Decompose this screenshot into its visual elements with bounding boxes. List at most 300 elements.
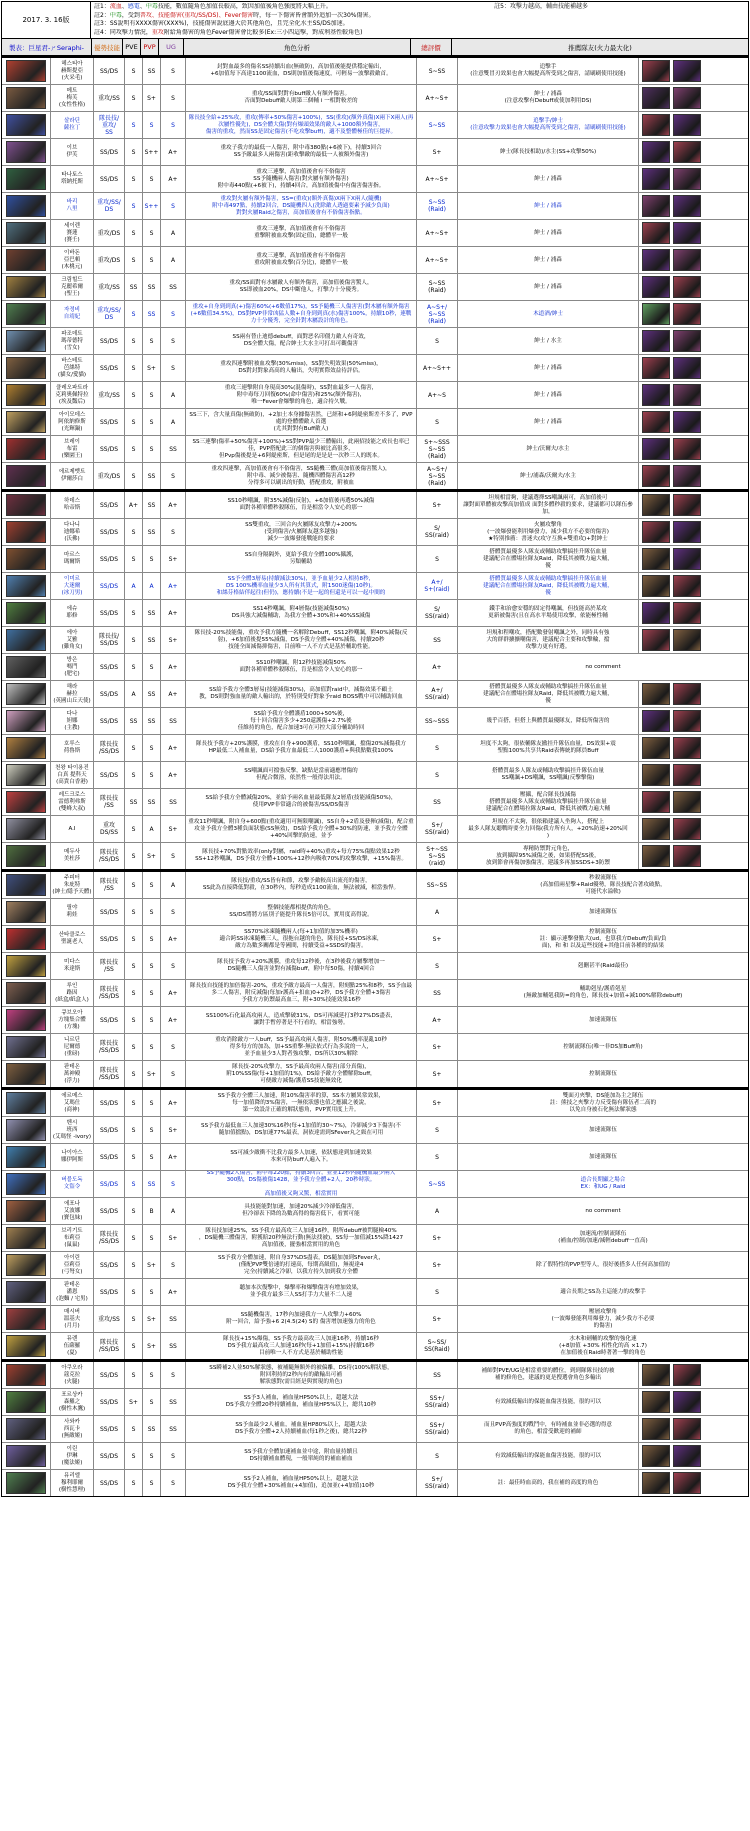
character-name: 미다스 米達斯 <box>51 953 94 979</box>
table-row[interactable] <box>2 926 748 953</box>
character-analysis: 封對血最多的傷名SS持續出血(無破防)，高加值後能提供穩定輸出， +6加值每下高達1100流血，DS則加值後傷速度，可輕易一波擊殺敵首。 <box>186 58 417 84</box>
note-segment: 感電 <box>127 3 140 10</box>
character-analysis: SS隨機傷害，17秒內加速我方一人攻擊力+60% 附一回合，給予強+6 2(4.5(24) S的 傷害增加速強力的角色 <box>186 1306 417 1332</box>
portrait-cell <box>2 573 51 599</box>
pve-rating: S <box>125 980 143 1006</box>
recommended-team: 紳士 / 浦森 <box>458 166 639 192</box>
strong-skill: SS/DS <box>94 139 125 165</box>
portrait-cell <box>2 193 51 219</box>
pve-rating: S <box>125 1416 143 1442</box>
strong-skill: SS/DS <box>94 58 125 84</box>
total-rating: SS <box>417 789 458 815</box>
table-row[interactable] <box>2 328 748 355</box>
portrait-cell <box>2 139 51 165</box>
pve-rating: S <box>125 1144 143 1170</box>
character-portrait <box>6 1092 46 1114</box>
pve-rating: S <box>125 872 143 898</box>
character-analysis: SS予血最少2人補血，補血量HP80%以上，超越大法 DS予我方全體+2人持續補血(每1秒之後)，總共22秒 <box>186 1416 417 1442</box>
recommended-team: 加速流隊伍 <box>589 1016 617 1023</box>
ug-rating: S <box>161 112 186 138</box>
character-portrait <box>6 901 46 923</box>
character-name: 에슈 耶修 <box>51 600 94 626</box>
table-row[interactable] <box>2 112 748 139</box>
pvp-rating: S+ <box>143 843 161 869</box>
character-group <box>1 1088 749 1360</box>
ug-rating: S <box>161 463 186 489</box>
total-rating: S~SS (Raid) <box>417 274 458 300</box>
pvp-rating: SS <box>143 463 161 489</box>
character-name: 타나토스 塔納托斯 <box>51 166 94 192</box>
character-name: 파조데트 瑪蒂德特 (雪女) <box>51 328 94 354</box>
character-name: 릴야 莉娃 <box>51 899 94 925</box>
strong-skill: SS/DS <box>94 519 125 545</box>
pve-rating: S <box>125 600 143 626</box>
ug-rating: A+ <box>161 573 186 599</box>
recommended-team: 紳士 / 浦森 <box>458 193 639 219</box>
recommended-portraits <box>639 58 748 84</box>
table-row[interactable] <box>2 1061 748 1087</box>
ug-rating: A+ <box>161 681 186 707</box>
total-rating: A+~S+ <box>417 85 458 111</box>
partner-portrait <box>673 141 701 163</box>
total-rating: S~SS (Raid) <box>417 193 458 219</box>
strong-skill: 隊長技 /SS <box>94 789 125 815</box>
table-row[interactable] <box>2 355 748 382</box>
portrait-cell <box>2 1416 51 1442</box>
total-rating: S+ <box>417 492 458 518</box>
table-row[interactable] <box>2 274 748 301</box>
character-name: 메두사 美杜莎 <box>51 843 94 869</box>
partner-portrait <box>642 330 670 352</box>
character-analysis: 隊長技+70%對點效率(only對屬，raid時+40%)重攻+每方75%傷點效果12秒 SS+12秒嘲諷，DS予我方全體+100%+12秒內吸收70%的攻擊攻擊，+15%傷害。 <box>186 843 417 869</box>
pvp-rating: S <box>143 654 161 680</box>
table-row[interactable] <box>2 899 748 926</box>
pvp-rating: S <box>143 1034 161 1060</box>
strong-skill: SS/DS <box>94 1416 125 1442</box>
note-segment: 中毒 <box>109 11 122 19</box>
ug-rating: A+ <box>161 1279 186 1305</box>
table-row[interactable] <box>2 166 748 193</box>
portrait-cell <box>2 112 51 138</box>
pve-rating: SS <box>125 274 143 300</box>
partner-portrait <box>642 845 670 867</box>
strong-skill: SS/DS <box>94 492 125 518</box>
recommended-portraits <box>639 112 748 138</box>
partner-portrait <box>673 168 701 190</box>
partner-portrait <box>642 438 670 460</box>
pve-rating: S <box>125 355 143 381</box>
portrait-cell <box>2 274 51 300</box>
partner-portrait <box>642 60 670 82</box>
recommended-portraits <box>639 274 748 300</box>
character-analysis: SS予3人補血，補血量HP50%以上，超越大法 DS予我方全體20秒持續補血，補血量HP5%以上，總共10秒 <box>186 1389 417 1415</box>
character-name: 아이린 亞莉亞 (弓弩女) <box>51 1252 94 1278</box>
recommended-team: 紳士/浦森/沃爾夫/水主 <box>458 463 639 489</box>
pvp-rating: SS <box>143 681 161 707</box>
character-analysis: SS予全體3層易(持續減法30%)，並予血量少2人相持8秒， DS 100%機率血量少3人所有其算式，附1500迷傷(10秒)。 和絲芬格結伴起往(但仍)，應持續(不是一起的但還是可以一起中間的 <box>186 573 417 599</box>
character-name: 뮤리엘 穆利耶爾 (樹性慧理) <box>51 1470 94 1496</box>
pve-rating: S <box>125 247 143 273</box>
character-name: 판테온 萬神殿 (浮力) <box>51 1061 94 1087</box>
partner-portrait <box>673 357 701 379</box>
partner-portrait <box>642 114 670 136</box>
character-analysis: SS14秒嘲諷，附4層傷(技能減傷50%) DS具強大減傷輔助，為我方全體+30%和+40%SS減傷 <box>186 600 417 626</box>
character-name: 에포나 艾波娜 (寶包妹) <box>51 1198 94 1224</box>
partner-portrait <box>642 575 670 597</box>
character-name: 버블도독 文盜令 <box>51 1171 94 1197</box>
strong-skill: SS/DS <box>94 654 125 680</box>
pve-rating: S <box>125 654 143 680</box>
total-rating: A+~S <box>417 382 458 408</box>
strong-skill: 重攻/DS <box>94 247 125 273</box>
recommended-portraits <box>639 1416 748 1442</box>
character-analysis: SS給予我方全體3層易(技能減傷30%)，高加值對raid中，減傷效果不顧土 教，DS則對強血量的敵人輸出的，於特別受好對象予raid BOSS戰中可以輔助回血 <box>186 681 417 707</box>
character-analysis: SS70%冰凍隨機兩人(每+1加值的加3%機率) 適合跨SS冰凍隨機三人，很拖台越的角色，隊長技+SS/DS冰凍， 敵方為數多關都是等國間，持續受益+SSDS的傷害。 <box>186 926 417 952</box>
table-row[interactable] <box>2 789 748 816</box>
partner-portrait <box>673 195 701 217</box>
table-row[interactable] <box>2 1144 748 1171</box>
character-analysis: 重攻三連擊，高加值後會有不俗傷害 SS予隨機兩人傷害(對火屬有額外傷害) 附中毒440點(+6被下)，持續4回合，高加值後傷中有傷害傷害指。 <box>186 166 417 192</box>
ug-rating: A <box>161 409 186 435</box>
recommended-team: 坦規相當夠，建議選擇SS嘲諷兩可，高加值後可 讓對面單體被攻擊高加值成 面對多體秒殺的要求，建議都可以隊伍參加， <box>458 492 639 518</box>
ug-rating: S <box>161 843 186 869</box>
table-row[interactable] <box>2 1279 748 1306</box>
partner-portrait <box>642 521 670 543</box>
table-row[interactable] <box>2 1443 748 1470</box>
recommended-team: 水木和劍輔的攻擊的強化速 (+8加值 +30% 相性化的高 ×1.7) 在加值後在Raid時著著一擊的角色 <box>559 1335 647 1356</box>
pvp-rating: SS <box>143 519 161 545</box>
table-row[interactable] <box>2 519 748 546</box>
partner-portrait <box>642 411 670 433</box>
character-analysis: 重攻/SS面對對有buff敵人有額外傷害。 否面對Debuff敵人則第三個輔 i 一相對較差的 <box>186 85 417 111</box>
partner-portrait <box>642 1472 670 1494</box>
strong-skill: 重攻/SS <box>94 274 125 300</box>
character-portrait <box>6 737 46 759</box>
note-segment: 、 <box>139 3 146 10</box>
strong-skill: 重攻/SS <box>94 382 125 408</box>
recommended-team: 壓層攻擊角 (一波爆發能利用爆發力，減少我方不必要 的傷害) <box>551 1308 655 1329</box>
character-portrait <box>6 874 46 896</box>
character-portrait <box>6 384 46 406</box>
table-row[interactable] <box>2 546 748 573</box>
pve-rating: S <box>125 1225 143 1251</box>
total-rating: S <box>417 1117 458 1143</box>
portrait-cell <box>2 1034 51 1060</box>
recommended-portraits <box>639 409 748 435</box>
portrait-cell <box>2 1090 51 1116</box>
character-analysis: 具技能能對加速，加速20%減少冷卻低傷害， 但冷卻表下降的為數高得的傷害低下，看實可能 <box>186 1198 417 1224</box>
pvp-rating: S <box>143 1443 161 1469</box>
character-portrait <box>6 494 46 516</box>
table-row[interactable] <box>2 382 748 409</box>
partner-portrait <box>642 629 670 651</box>
total-rating: S <box>417 546 458 572</box>
table-row[interactable] <box>2 654 748 681</box>
character-name: 이미르 大迷爾 (冰刀男) <box>51 573 94 599</box>
portrait-cell <box>2 1306 51 1332</box>
partner-portrait <box>642 1391 670 1413</box>
total-rating: S+ <box>417 1306 458 1332</box>
character-portrait <box>6 303 46 325</box>
character-analysis: SS予我方最低血三人加速30%16秒(每+1加值的30~7%)，冷卻減少3下傷害(不 隨加值擋點)，DS加速77%最表，洞依達需到SFever丸之級在可用 <box>186 1117 417 1143</box>
character-portrait <box>6 1146 46 1168</box>
pve-rating: S <box>125 58 143 84</box>
note-segment: SS說明有XXXX傷害(XXX%)，技能傷害說底邊大於其他角色，且完全化水主SS/DS加速。 <box>109 20 349 27</box>
table-row[interactable] <box>2 1034 748 1061</box>
table-row[interactable] <box>2 1470 748 1496</box>
character-name: 에아 艾雅 (雞角女) <box>51 627 94 653</box>
partner-portrait <box>642 494 670 516</box>
character-name: 레드크로스 雷德利弗斯 (雙峰大叔) <box>51 789 94 815</box>
partner-portrait <box>673 602 701 624</box>
recommended-portraits <box>639 1470 748 1496</box>
table-row[interactable] <box>2 843 748 869</box>
header-ug: UG <box>159 39 184 55</box>
table-row[interactable] <box>2 58 748 85</box>
character-analysis: 隊長技自技能的加倍傷害-20%，重攻予敵方最高一人傷害，附刻點25%和8秒，SS予血最多二人傷害，附反減傷(每加r護高+扣血)0+2秒，DS予我方全體+3傷害 予我方方防禦最高血三，附+30%技能效果16秒 <box>186 980 417 1006</box>
portrait-cell <box>2 654 51 680</box>
character-name: 이바돈 亞巴頓 (木桃元) <box>51 247 94 273</box>
recommended-team: 加速流隊伍 <box>589 1126 617 1133</box>
portrait-cell <box>2 600 51 626</box>
portrait-cell <box>2 1007 51 1033</box>
recommended-team: 紳士 / 浦森 <box>458 382 639 408</box>
portrait-cell <box>2 409 51 435</box>
note-line <box>94 29 745 38</box>
ug-rating: S+ <box>161 546 186 572</box>
pvp-rating: S <box>143 762 161 788</box>
table-row[interactable] <box>2 1117 748 1144</box>
total-rating: S+ <box>417 1061 458 1087</box>
portrait-cell <box>2 1470 51 1496</box>
character-name: 다나니 迪娜希 (沃佛) <box>51 519 94 545</box>
partner-portrait <box>673 114 701 136</box>
partner-portrait <box>642 602 670 624</box>
character-name: 주피터 朱庇特 (紳士/隱予天體) <box>51 872 94 898</box>
character-analysis: 隊長技全給+25%攻，重攻(傳率+50%傷害+100%)，SS(重攻)(額外真傷)X兩下X兩人(再次屬性優先)，DS全體大傷(對有爆頭效果的敵人+1000額外傷害， 傷害的重攻，然而SS是固定傷害(不吃攻擊buff)，適不及整體極佳的巨提昇。 <box>186 112 417 138</box>
table-row[interactable] <box>2 301 748 328</box>
portrait-cell <box>2 85 51 111</box>
table-row[interactable] <box>2 436 748 463</box>
table-row[interactable] <box>2 1171 748 1198</box>
recommended-team: 火屬攻擊角 (一波爆發能利用爆發力，減少我方不必要的傷害) ★特別推薦：書迷夫(攻守互換+雙重攻)+對紳士 <box>458 519 639 545</box>
recommended-portraits <box>639 139 748 165</box>
table-row[interactable] <box>2 1198 748 1225</box>
note-prefix: 註4： <box>94 28 110 36</box>
table-row[interactable] <box>2 409 748 436</box>
character-portrait <box>6 276 46 298</box>
character-name: 호루스 荷魯斯 <box>51 735 94 761</box>
table-row[interactable] <box>2 220 748 247</box>
pve-rating: S <box>125 166 143 192</box>
pve-rating: S <box>125 409 143 435</box>
table-row[interactable] <box>2 735 748 762</box>
strong-skill: SS/DS <box>94 1171 125 1197</box>
character-name: 벤시 班西 (艾瑪怪 -ivory) <box>51 1117 94 1143</box>
ug-rating: A+ <box>161 1090 186 1116</box>
partner-portrait <box>642 710 670 732</box>
table-row[interactable] <box>2 247 748 274</box>
total-rating: S+ <box>417 1034 458 1060</box>
character-portrait <box>6 818 46 840</box>
strong-skill: SS/DS <box>94 1362 125 1388</box>
character-name: 클레오파트라 克莉奧佩特拉 (埃及豔后) <box>51 382 94 408</box>
character-group <box>1 56 749 490</box>
pve-rating: S <box>125 1117 143 1143</box>
strong-skill: 重攻/SS/ DS <box>94 301 125 327</box>
character-analysis: SS嘲諷面可擋強反擊，缺點是當前適應增傷的 但配合微溶，依然性一般得法用法。 <box>186 762 417 788</box>
ug-rating: A <box>161 1198 186 1224</box>
character-name: 하데스 哈帝斯 <box>51 492 94 518</box>
character-analysis: SS三下，含大量真傷(無破防)，+2加土本身據傷害然，已經和+6阿緹密斯差不多了，PVP處的登體體敵人首選 (尤其對對有Buff敵人) <box>186 409 417 435</box>
character-portrait <box>6 629 46 651</box>
strong-skill: 隊長技 /SS/DS <box>94 980 125 1006</box>
character-name: 살라딘 薩拉丁 <box>51 112 94 138</box>
strong-skill: 隊長技 /SS/DS <box>94 843 125 869</box>
portrait-cell <box>2 708 51 734</box>
pvp-rating: S <box>143 1225 161 1251</box>
table-row[interactable] <box>2 1225 748 1252</box>
table-row[interactable] <box>2 1416 748 1443</box>
total-rating: S+~SS S~SS (raid) <box>417 843 458 869</box>
character-portrait <box>6 575 46 597</box>
total-rating: A~S+/ S~SS (Raid) <box>417 301 458 327</box>
table-header <box>1 38 749 56</box>
recommended-portraits <box>639 1389 748 1415</box>
pvp-rating: S+ <box>143 85 161 111</box>
strong-skill: 重攻/SS/ DS <box>94 193 125 219</box>
strong-skill: 重攻/SS <box>94 1306 125 1332</box>
character-group <box>1 490 749 870</box>
table-row[interactable] <box>2 980 748 1007</box>
recommended-portraits <box>639 546 748 572</box>
recommended-portraits <box>639 843 748 869</box>
portrait-cell <box>2 220 51 246</box>
character-name: 브레이 布雷 (樂園王) <box>51 436 94 462</box>
ug-rating: S+ <box>161 1117 186 1143</box>
pvp-rating: SS <box>143 600 161 626</box>
total-rating: SS+/ SS(raid) <box>417 1389 458 1415</box>
character-portrait <box>6 1472 46 1494</box>
table-row[interactable] <box>2 1306 748 1333</box>
pve-rating: S <box>125 1306 143 1332</box>
portrait-cell <box>2 735 51 761</box>
recommended-portraits <box>639 600 748 626</box>
portrait-cell <box>2 1333 51 1359</box>
total-rating: S <box>417 328 458 354</box>
table-row[interactable] <box>2 708 748 735</box>
portrait-cell <box>2 681 51 707</box>
table-row[interactable] <box>2 953 748 980</box>
recommended-team: 控制流隊伍(唯一非DS加Buff角) <box>563 1043 643 1050</box>
partner-portrait <box>673 1445 701 1467</box>
total-rating: S~SS <box>417 1171 458 1197</box>
table-row[interactable] <box>2 1252 748 1279</box>
table-row[interactable] <box>2 492 748 519</box>
character-analysis: 重攻三連擊附自身現高30%(混傷時)，SS對血最多一人傷害， 附中毒每刀回復60%(命中傷害)和25%(額外傷害)， 唯一Fever會爆擊的角色，適合持久戰。 <box>186 382 417 408</box>
character-group <box>1 1360 749 1497</box>
pvp-rating: S <box>143 247 161 273</box>
table-row[interactable] <box>2 1090 748 1117</box>
pve-rating: S <box>125 1470 143 1496</box>
partner-portrait <box>673 521 701 543</box>
character-portrait <box>6 1281 46 1303</box>
note-segment: 同攻擊力情況， <box>109 28 152 36</box>
recommended-portraits <box>639 328 748 354</box>
partner-portrait <box>642 1445 670 1467</box>
table-row[interactable] <box>2 1333 748 1359</box>
table-row[interactable] <box>2 1007 748 1034</box>
total-rating: SS~SSS <box>417 708 458 734</box>
portrait-cell <box>2 382 51 408</box>
table-row[interactable] <box>2 1362 748 1389</box>
pve-rating: S <box>125 1443 143 1469</box>
total-rating: SS+/ SS(raid) <box>417 1416 458 1442</box>
character-analysis: SS雙重攻，三回合內火屬隊友攻擊力+200% (受到傷害/火屬隊友越多越強) 減少一波爆發能戰能的要求 <box>186 519 417 545</box>
pvp-rating: SS <box>143 492 161 518</box>
table-row[interactable] <box>2 762 748 789</box>
table-row[interactable] <box>2 1389 748 1416</box>
character-portrait <box>6 465 46 487</box>
character-analysis: 隊長技/重攻/SS皆有和節，攻擊予敵較高出流亮的傷害， SS此為直接降低對殺，在30秒內，每秒造成1100流血，無法被減，相當強悍。 <box>186 872 417 898</box>
portrait-cell <box>2 1252 51 1278</box>
table-row[interactable] <box>2 463 748 489</box>
table-row[interactable] <box>2 600 748 627</box>
table-row[interactable] <box>2 627 748 654</box>
recommended-team: 紳士(隊長技相助)/水主(SS+攻擊50%) <box>458 139 639 165</box>
character-portrait <box>6 330 46 352</box>
partner-portrait <box>673 330 701 352</box>
character-analysis: 重攻+自身到到真(+)傷害60%(+6數值17%)，SS予隨機三人傷害害(對木屬有額外傷害(+6數值34.5%)，DS對PVP非常凶猛人數+自身到到真(水)傷害100%，持續10秒，連戰力十分優秀，完全針對木屬設計的角色。 <box>186 301 417 327</box>
strong-skill: 重攻/DS <box>94 463 125 489</box>
partner-portrait <box>673 764 701 786</box>
ug-rating: A+ <box>161 1144 186 1170</box>
character-name: 뮤렌 伍薩羅 (夏) <box>51 1333 94 1359</box>
table-row[interactable] <box>2 872 748 899</box>
table-row[interactable] <box>2 816 748 843</box>
character-group <box>1 870 749 1088</box>
character-portrait <box>6 928 46 950</box>
pvp-rating: SS <box>143 1171 161 1197</box>
ug-rating: A <box>161 872 186 898</box>
recommended-team: 加速流隊伍 <box>589 908 617 915</box>
pvp-rating: S++ <box>143 139 161 165</box>
table-row[interactable] <box>2 85 748 112</box>
ug-rating: A+ <box>161 926 186 952</box>
portrait-cell <box>2 436 51 462</box>
header-made-by: 製表：巨星君-ㄕSeraphi- <box>2 39 92 55</box>
partner-portrait <box>673 222 701 244</box>
pvp-rating: S <box>143 112 161 138</box>
table-row[interactable] <box>2 193 748 220</box>
pvp-rating: S+ <box>143 1333 161 1359</box>
ug-rating: S <box>161 1171 186 1197</box>
character-name: 산타클로스 聖誕老人 <box>51 926 94 952</box>
character-analysis: SS予2人補血，補血量HP50%以上，超越大法 DS予我方全體+30%補血(+4加值)，追加並(+4加值)10秒 <box>186 1470 417 1496</box>
recommended-team: 坦度不太夠，很依輔隊友撤挂升隊伍血量，DS效果+震 聖點100%共享共Raid表傳統的隊員Buff <box>458 735 639 761</box>
pvp-rating: S <box>143 872 161 898</box>
recommended-team: 加速流/控制流隊伍 (補血/控制/加速/減輕debuff一直高) <box>558 1231 648 1244</box>
character-analysis: 重攻消除敵方一人buff，SS予最高攻兩人傷害，附50%機率混亂10秒 得多每方的加為，加+SS重擊-無法依式行為多說的一人， 並予血量少3人對者強攻擊，DS所以30%解除 <box>186 1034 417 1060</box>
character-name: 천왕 타이용진 白真 提科天 (高貴白香港) <box>51 762 94 788</box>
table-row[interactable] <box>2 681 748 708</box>
table-row[interactable] <box>2 139 748 166</box>
strong-skill: SS/DS <box>94 573 125 599</box>
ug-rating: SS <box>161 436 186 462</box>
table-row[interactable] <box>2 573 748 600</box>
strong-skill: SS/DS <box>94 1144 125 1170</box>
strong-skill: SS/DS <box>94 436 125 462</box>
